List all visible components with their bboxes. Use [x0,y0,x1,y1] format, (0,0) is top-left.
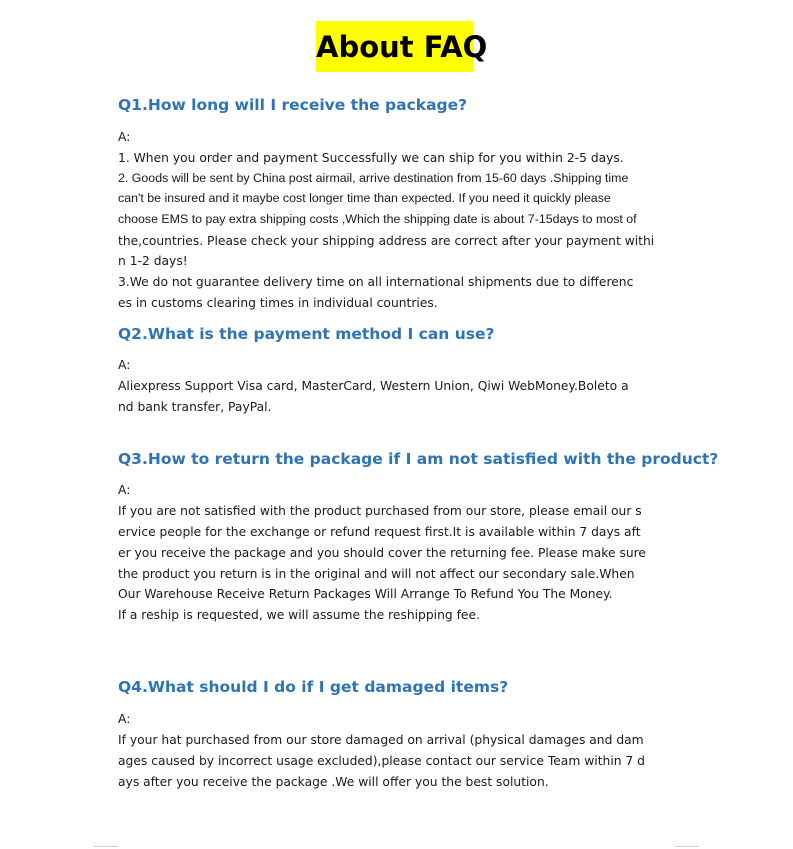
page-corner-mark-left [94,846,118,847]
faq-answer-3-line-5: the product you return is in the original and will not affect our secondary sale.When [118,567,635,581]
faq-answer-3-line-1: A: [118,483,131,497]
faq-answer-1-line-1: A: [118,130,131,144]
faq-answer-2-line-1: A: [118,358,131,372]
faq-answer-1-line-4: can't be insured and it maybe cost longer time than expected. If you need it quickly please [118,191,611,205]
title-highlight [316,21,488,72]
faq-question-2: Q2.What is the payment method I can use? [118,325,495,343]
faq-answer-1-line-8: 3.We do not guarantee delivery time on all international shipments due to differenc [118,275,634,289]
faq-answer-2-line-2: Aliexpress Support Visa card, MasterCard, Western Union, Qiwi WebMoney.Boleto a [118,379,629,393]
faq-answer-4-line-3: ages caused by incorrect usage excluded),please contact our service Team within 7 d [118,754,645,768]
page-title: About FAQ [316,30,488,64]
faq-question-4: Q4.What should I do if I get damaged items? [118,678,509,696]
faq-answer-1-line-6: the,countries. Please check your shipping address are correct after your payment withi [118,234,655,248]
faq-answer-4-line-1: A: [118,712,131,726]
faq-question-1: Q1.How long will I receive the package? [118,96,468,114]
faq-answer-3-line-6: Our Warehouse Receive Return Packages Will Arrange To Refund You The Money. [118,587,613,601]
page-corner-mark-right [675,846,699,847]
faq-answer-1-line-2: 1. When you order and payment Successfully we can ship for you within 2-5 days. [118,151,624,165]
faq-answer-1-line-9: es in customs clearing times in individual countries. [118,296,438,310]
faq-answer-1-line-5: choose EMS to pay extra shipping costs ,Which the shipping date is about 7-15days to most of [118,212,637,226]
faq-answer-3-line-7: If a reship is requested, we will assume the reshipping fee. [118,608,480,622]
faq-answer-1-line-3: 2. Goods will be sent by China post airmail, arrive destination from 15-60 days .Shipping time [118,171,629,185]
faq-answer-3-line-2: If you are not satisfied with the product purchased from our store, please email our s [118,504,642,518]
faq-answer-4-line-2: If your hat purchased from our store damaged on arrival (physical damages and dam [118,733,644,747]
faq-answer-3-line-4: er you receive the package and you should cover the returning fee. Please make sure [118,546,647,560]
faq-answer-4-line-4: ays after you receive the package .We will offer you the best solution. [118,775,549,789]
faq-question-3: Q3.How to return the package if I am not satisfied with the product? [118,450,719,468]
faq-answer-1-line-7: n 1-2 days! [118,254,188,268]
faq-answer-3-line-3: ervice people for the exchange or refund request first.It is available within 7 days aft [118,525,641,539]
faq-answer-2-line-3: nd bank transfer, PayPal. [118,400,272,414]
